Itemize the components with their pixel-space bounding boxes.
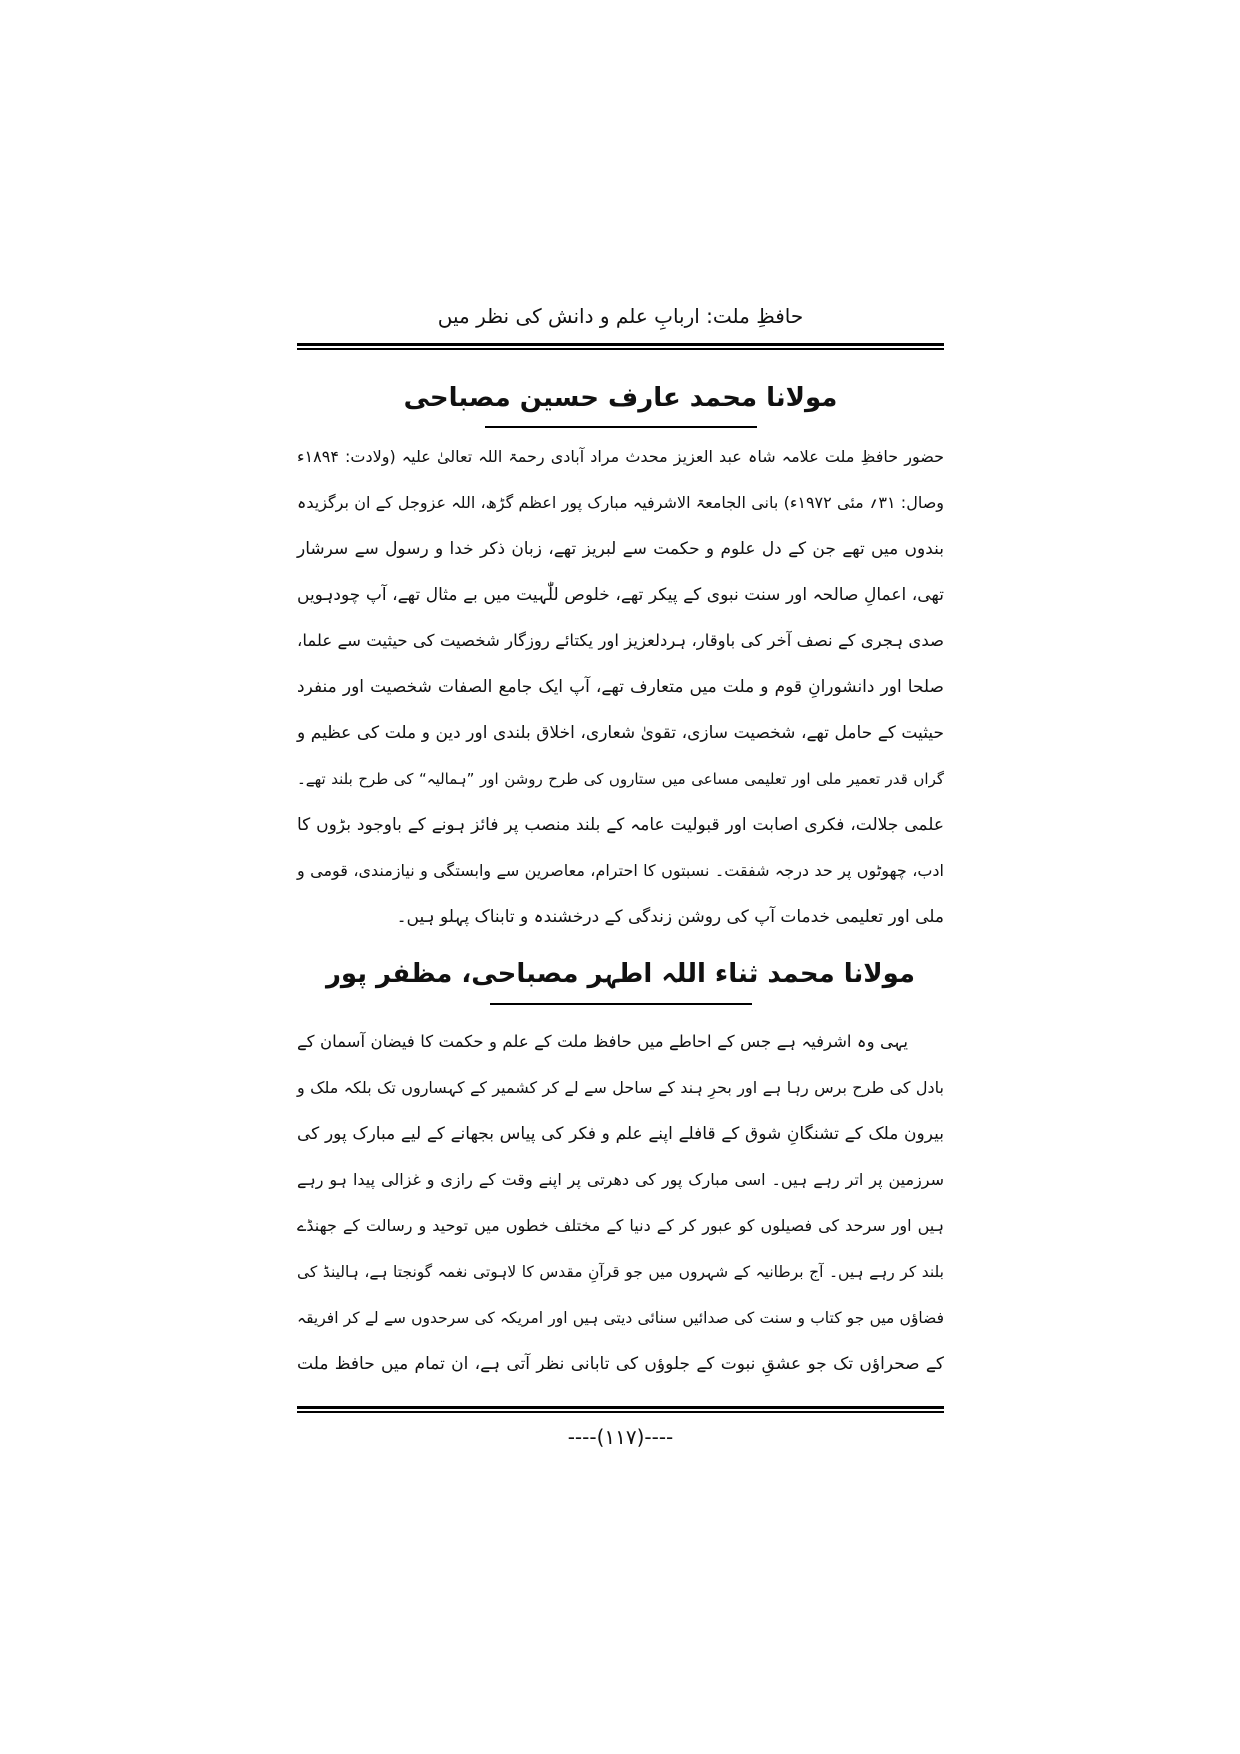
section-1-paragraph bbox=[297, 434, 944, 940]
rule-thick bbox=[297, 343, 944, 346]
paragraph-line: بلند کر رہے ہیں۔ آج برطانیہ کے شہروں میں جو قرآنِ مقدس کا لاہوتی نغمہ گونجتا ہے، ہالینڈ کی bbox=[297, 1263, 944, 1281]
paragraph-line: علمی جلالت، فکری اصابت اور قبولیت عامہ کے بلند منصب پر فائز ہونے کے باوجود بڑوں کا bbox=[297, 815, 944, 835]
paragraph-line: بیرون ملک کے تشنگانِ شوق کے قافلے اپنے علم و فکر کی پیاس بجھانے کے لیے مبارک پور کی bbox=[297, 1124, 944, 1144]
section-1-author-heading: مولانا محمد عارف حسین مصباحی bbox=[403, 383, 838, 413]
paragraph-line: صدی ہجری کے نصف آخر کی باوقار، ہردلعزیز اور یکتائے روزگار شخصیت کی حیثیت سے علما، bbox=[297, 631, 944, 650]
paragraph-line: فضاؤں میں جو کتاب و سنت کی صدائیں سنائی دیتی ہیں اور امریکہ کی سرحدوں سے لے کر افریقہ bbox=[297, 1309, 944, 1327]
paragraph-line: ہیں اور سرحد کی فصیلوں کو عبور کر کے دنیا کے مختلف خطوں میں توحید و رسالت کے جھنڈے bbox=[297, 1216, 944, 1235]
paragraph-line: بندوں میں تھے جن کے دل علوم و حکمت سے لبریز تھے، زبان ذکر خدا و رسول سے سرشار bbox=[297, 539, 944, 559]
paragraph-line: گراں قدر تعمیر ملی اور تعلیمی مساعی میں ستاروں کی طرح روشن اور ”ہمالیہ“ کی طرح بلند تھے۔ bbox=[297, 770, 944, 788]
paragraph-line: صلحا اور دانشورانِ قوم و ملت میں متعارف تھے، آپ ایک جامع الصفات شخصیت اور منفرد bbox=[297, 677, 944, 697]
section-1-heading-underline bbox=[485, 426, 757, 428]
page-number: ----(۱۱۷)---- bbox=[567, 1425, 674, 1449]
footer-double-rule bbox=[297, 1406, 944, 1414]
paragraph-line: کے صحراؤں تک جو عشقِ نبوت کے جلوؤں کی تابانی نظر آتی ہے، ان تمام میں حافظ ملت bbox=[297, 1354, 944, 1374]
section-2-author-heading: مولانا محمد ثناء اللہ اطہر مصباحی، مظفر پور bbox=[325, 959, 916, 989]
paragraph-line: ادب، چھوٹوں پر حد درجہ شفقت۔ نسبتوں کا احترام، معاصرین سے وابستگی و نیازمندی، قومی و bbox=[297, 861, 944, 880]
section-2-heading-underline bbox=[490, 1003, 752, 1005]
paragraph-line: وصال: ۳۱؍ مئی ۱۹۷۲ء) بانی الجامعۃ الاشرفیہ مبارک پور اعظم گڑھ، اللہ عزوجل کے ان برگزیدہ bbox=[297, 493, 945, 512]
header-double-rule bbox=[297, 343, 944, 351]
rule-thin bbox=[297, 348, 944, 350]
section-2-paragraph bbox=[297, 1019, 944, 1387]
running-head: حافظِ ملت: اربابِ علم و دانش کی نظر میں bbox=[437, 304, 804, 328]
rule-thin bbox=[297, 1411, 944, 1413]
paragraph-line: سرزمین پر اتر رہے ہیں۔ اسی مبارک پور کی دھرتی پر اپنے وقت کے رازی و غزالی پیدا ہو رہے bbox=[297, 1170, 944, 1189]
paragraph-line: تھی، اعمالِ صالحہ اور سنت نبوی کے پیکر تھے، خلوص للّٰہیت میں بے مثال تھے، آپ چودہویں bbox=[297, 585, 944, 605]
paragraph-line: حضور حافظِ ملت علامہ شاہ عبد العزیز محدث مراد آبادی رحمۃ اللہ تعالیٰ علیہ (ولادت: ۱۸۹۴ء bbox=[297, 447, 944, 466]
paragraph-line: یہی وہ اشرفیہ ہے جس کے احاطے میں حافظ ملت کے علم و حکمت کا فیضان آسمان کے bbox=[297, 1032, 908, 1051]
rule-thick bbox=[297, 1406, 944, 1409]
paragraph-line: بادل کی طرح برس رہا ہے اور بحرِ ہند کے ساحل سے لے کر کشمیر کے کہساروں تک بلکہ ملک و bbox=[297, 1078, 944, 1097]
paragraph-line: حیثیت کے حامل تھے، شخصیت سازی، تقویٰ شعاری، اخلاق بلندی اور دین و ملت کی عظیم و bbox=[297, 723, 944, 743]
paragraph-line: ملی اور تعلیمی خدمات آپ کی روشن زندگی کے درخشندہ و تابناک پہلو ہیں۔ bbox=[396, 907, 944, 927]
